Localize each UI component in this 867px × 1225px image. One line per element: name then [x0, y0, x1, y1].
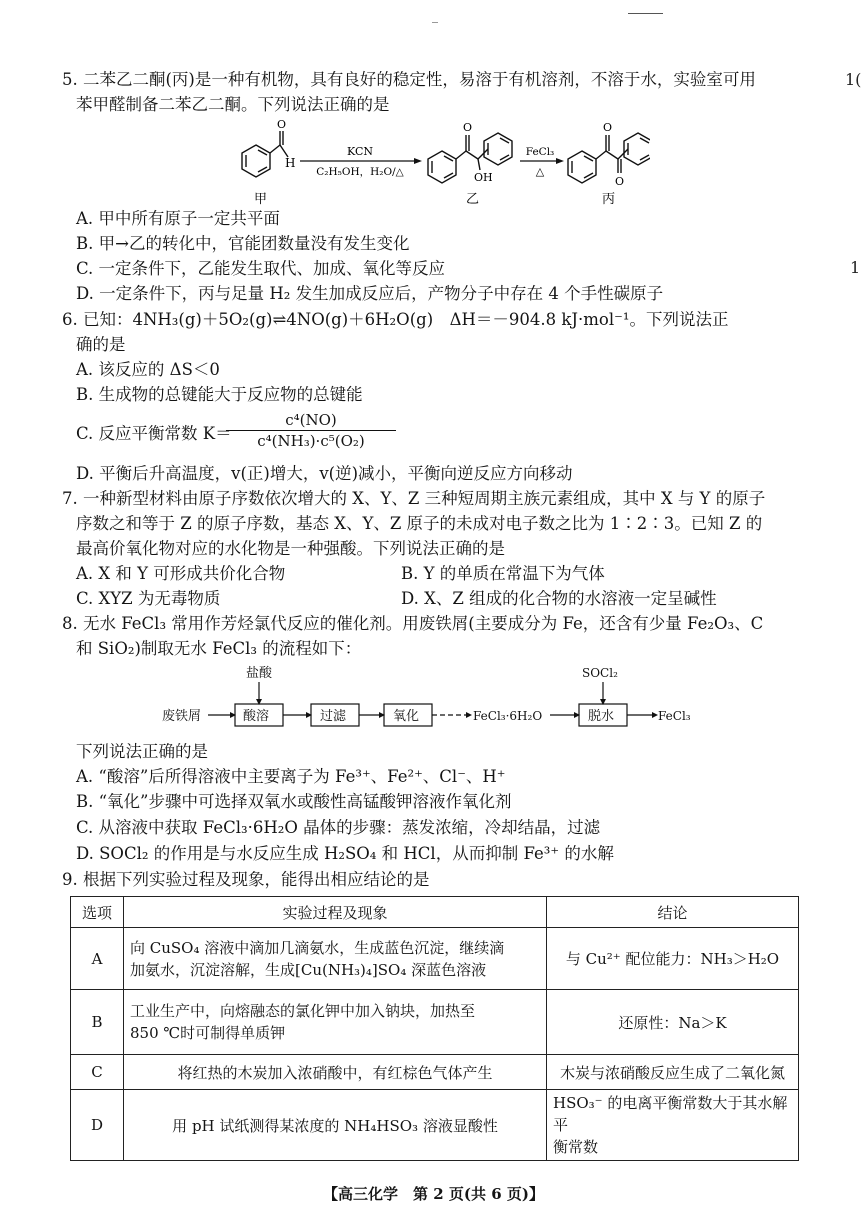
- q8-option-a: A. “酸溶”后所得溶液中主要离子为 Fe³⁺、Fe²⁺、Cl⁻、H⁺: [76, 767, 506, 786]
- row-b-conclusion-line1: 还原性：Na＞K: [618, 1013, 727, 1032]
- k-denominator: c⁴(NH₃)·c⁵(O₂): [257, 432, 365, 450]
- top-rule-mark: [628, 13, 663, 14]
- row-b-procedure-line2: 850 ℃时可制得单质钾: [130, 1024, 286, 1042]
- q8-stem-line3: 下列说法正确的是: [76, 742, 208, 761]
- q7-stem-line1: 7. 一种新型材料由原子序数依次增大的 X、Y、Z 三种短周期主族元素组成，其中 X 与 Y 的原子: [62, 489, 766, 508]
- table-row: [71, 1090, 799, 1161]
- row-d-conclusion-line1: HSO₃⁻ 的电离平衡常数大于其水解平: [553, 1094, 788, 1134]
- reagent2-bottom: △: [535, 165, 545, 178]
- q5-stem-line1: 5. 二苯乙二酮(丙)是一种有机物，具有良好的稳定性，易溶于有机溶剂，不溶于水，实验室可用: [62, 70, 756, 89]
- benzoin-structure: [428, 133, 512, 183]
- label-jia: 甲: [254, 192, 268, 207]
- row-d-conclusion-line2: 衡常数: [553, 1138, 599, 1156]
- table-header-row: [71, 897, 799, 928]
- row-a-option: A: [71, 928, 124, 990]
- row-c-option: C: [71, 1055, 124, 1090]
- top-scan-mark: [432, 22, 438, 23]
- table-row: [71, 990, 799, 1055]
- row-d-conclusion: [547, 1090, 799, 1161]
- page-footer: 【高三化学 第 2 页(共 6 页)】: [323, 1185, 544, 1203]
- flow-step-dehydrate: 脱水: [588, 709, 615, 724]
- flow-step-acid-dissolve: 酸溶: [243, 709, 270, 724]
- row-c-conclusion: 木炭与浓硝酸反应生成了二氧化氮: [547, 1055, 799, 1090]
- row-b-option: B: [71, 990, 124, 1055]
- q5-option-d: D. 一定条件下，丙与足量 H₂ 发生加成反应后，产物分子中存在 4 个手性碳原子: [76, 284, 664, 303]
- q7-stem-line3: 最高价氧化物对应的水化物是一种强酸。下列说法正确的是: [76, 539, 505, 558]
- row-b-procedure-line1: 工业生产中，向熔融态的氯化钾中加入钠块，加热至: [130, 1002, 476, 1020]
- flow-intermediate: FeCl₃·6H₂O: [473, 709, 543, 723]
- reagent1-bottom: C₂H₅OH，H₂O/△: [316, 166, 404, 178]
- row-a-procedure-line1: 向 CuSO₄ 溶液中滴加几滴氨水，生成蓝色沉淀，继续滴: [130, 938, 505, 957]
- flow-step-oxidize: 氧化: [393, 709, 420, 724]
- header-procedure: 实验过程及现象: [124, 897, 547, 928]
- flow-socl2-reagent: SOCl₂: [582, 666, 618, 680]
- benzoin-oh-group: OH: [474, 171, 493, 184]
- q7-option-d: D. X、Z 组成的化合物的水溶液一定呈碱性: [401, 589, 717, 608]
- benzil-o-atom-bottom: O: [615, 175, 625, 188]
- reaction-arrowhead-2: [556, 158, 564, 164]
- row-d-option: D: [71, 1090, 124, 1161]
- q7-option-a: A. X 和 Y 可形成共价化合物: [76, 564, 286, 583]
- label-yi: 乙: [466, 192, 480, 207]
- row-b-procedure: [124, 990, 547, 1055]
- q6-stem-line2: 确的是: [76, 335, 126, 354]
- q8-stem-line2: 和 SiO₂)制取无水 FeCl₃ 的流程如下：: [76, 639, 362, 658]
- q6-option-d: D. 平衡后升高温度，v(正)增大，v(逆)减小，平衡向逆反应方向移动: [76, 464, 573, 483]
- benzil-o-atom-top: O: [603, 121, 613, 134]
- reagent1-top: KCN: [347, 145, 373, 158]
- q5-option-b: B. 甲→乙的转化中，官能团数量没有发生变化: [76, 234, 410, 253]
- row-a-procedure-line2: 加氨水，沉淀溶解，生成[Cu(NH₃)₄]SO₄ 深蓝色溶液: [130, 960, 487, 979]
- row-a-procedure: [124, 928, 547, 990]
- row-a-conclusion-line1: 与 Cu²⁺ 配位能力：NH₃＞H₂O: [565, 950, 780, 968]
- table-row: [71, 1055, 799, 1090]
- header-option: 选项: [71, 897, 124, 928]
- flow-step-filter: 过滤: [320, 709, 347, 724]
- benzaldehyde-h-atom: H: [285, 156, 296, 170]
- q5-option-c: C. 一定条件下，乙能发生取代、加成、氧化等反应: [76, 259, 446, 278]
- flow-acid-reagent: 盐酸: [246, 666, 273, 681]
- reagent2-top: FeCl₃: [525, 146, 555, 158]
- q5-option-a: A. 甲中所有原子一定共平面: [76, 209, 280, 228]
- benzil-structure: [568, 133, 650, 183]
- flow-start: 废铁屑: [162, 709, 202, 724]
- flow-end-product: FeCl₃: [658, 709, 691, 723]
- q7-option-c: C. XYZ 为无毒物质: [76, 589, 221, 608]
- q9-stem: 9. 根据下列实验过程及现象，能得出相应结论的是: [62, 870, 430, 889]
- q6-k-expression: [226, 411, 396, 450]
- q6-option-c-prefix: C. 反应平衡常数 K＝: [76, 424, 232, 443]
- q5-stem-line2: 苯甲醛制备二苯乙二酮。下列说法正确的是: [76, 95, 390, 114]
- k-numerator: c⁴(NO): [285, 411, 337, 429]
- q9-experiment-table: [70, 896, 799, 1161]
- fraction-bar: [226, 430, 396, 431]
- q6-stem-line1: 6. 已知：4NH₃(g)＋5O₂(g)⇌4NO(g)＋6H₂O(g) ΔH＝－904.8 kJ·mol⁻¹。下列说法正: [62, 310, 729, 329]
- q7-stem-line2: 序数之和等于 Z 的原子序数，基态 X、Y、Z 原子的未成对电子数之比为 1∶2∶3。已知 Z 的: [76, 514, 763, 533]
- benzoin-o-atom: O: [463, 121, 473, 134]
- q8-option-b: B. “氧化”步骤中可选择双氧水或酸性高锰酸钾溶液作氧化剂: [76, 792, 512, 811]
- benzaldehyde-o-atom: O: [277, 118, 287, 131]
- label-bing: 丙: [602, 192, 616, 207]
- q8-stem-line1: 8. 无水 FeCl₃ 常用作芳烃氯代反应的催化剂。用废铁屑(主要成分为 Fe，还含有少量 Fe₂O₃、C: [62, 614, 764, 633]
- row-d-procedure: 用 pH 试纸测得某浓度的 NH₄HSO₃ 溶液显酸性: [124, 1090, 547, 1161]
- q5-reaction-scheme: [230, 115, 650, 210]
- q8-option-d: D. SOCl₂ 的作用是与水反应生成 H₂SO₄ 和 HCl，从而抑制 Fe³⁺ 的水解: [76, 844, 614, 863]
- header-conclusion: 结论: [547, 897, 799, 928]
- q6-option-b: B. 生成物的总键能大于反应物的总键能: [76, 385, 363, 404]
- reaction-arrowhead-1: [414, 158, 422, 164]
- row-a-conclusion: [547, 928, 799, 990]
- q8-option-c: C. 从溶液中获取 FeCl₃·6H₂O 晶体的步骤：蒸发浓缩，冷却结晶，过滤: [76, 818, 601, 837]
- q8-process-flow: [150, 664, 710, 734]
- row-b-conclusion: [547, 990, 799, 1055]
- q6-option-a: A. 该反应的 ΔS＜0: [76, 360, 220, 379]
- edge-fragment-1: 1(: [845, 70, 862, 89]
- edge-fragment-2: 1: [850, 258, 861, 277]
- benzaldehyde-structure: [242, 131, 288, 177]
- row-c-procedure: 将红热的木炭加入浓硝酸中，有红棕色气体产生: [124, 1055, 547, 1090]
- table-row: [71, 928, 799, 990]
- q7-option-b: B. Y 的单质在常温下为气体: [401, 564, 605, 583]
